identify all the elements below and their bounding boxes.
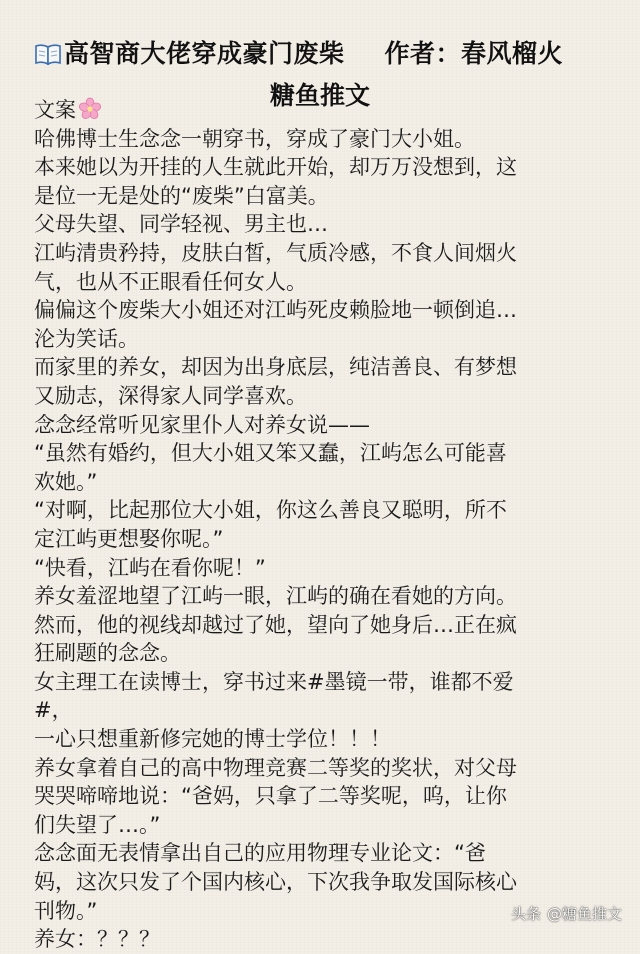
synopsis-line: 又励志，深得家人同学喜欢。 (34, 383, 307, 408)
synopsis-label-line (34, 96, 620, 125)
synopsis-line: 哭哭啼啼地说：“爸妈，只拿了二等奖呢，呜，让你 (34, 784, 507, 809)
synopsis-line: 刊物。” (34, 898, 98, 923)
watermark-platform: 头条 (510, 905, 541, 923)
synopsis-line: “对啊，比起那位大小姐，你这么善良又聪明，所不 (34, 498, 507, 523)
synopsis-label: 文案 (34, 98, 76, 122)
synopsis-line: 欢她。” (34, 469, 98, 494)
synopsis-line: 而家里的养女，却因为出身底层，纯洁善良、有梦想 (34, 355, 517, 380)
book-title: 高智商大佬穿成豪门废柴 (64, 39, 345, 68)
synopsis-line: 念念面无表情拿出自己的应用物理专业论文：“爸 (34, 841, 486, 866)
synopsis-line: “快看，江屿在看你呢！” (34, 555, 266, 580)
open-book-icon (34, 38, 62, 62)
synopsis-line: 沦为笑话。 (34, 326, 139, 351)
synopsis-line: 一心只想重新修完她的博士学位！！！ (34, 727, 391, 752)
synopsis-line: 狂刷题的念念。 (34, 641, 181, 666)
synopsis-line: 江屿清贵矜持，皮肤白皙，气质冷感，不食人间烟火 (34, 240, 517, 265)
synopsis-line: 们失望了…。” (34, 812, 161, 837)
header-title-line (34, 34, 624, 74)
synopsis-body (34, 96, 620, 954)
synopsis-line: 养女：？？？ (34, 927, 160, 952)
synopsis-line: 然而，他的视线却越过了她，望向了她身后…正在疯 (34, 612, 517, 637)
platform-watermark (511, 901, 622, 927)
synopsis-line: 气，也从不正眼看任何女人。 (34, 269, 307, 294)
synopsis-line: 哈佛博士生念念一朝穿书，穿成了豪门大小姐。 (34, 126, 475, 151)
watermark-account: @糖鱼推文 (546, 905, 622, 923)
synopsis-line: 定江屿更想娶你呢。” (34, 526, 224, 551)
synopsis-line: 养女羞涩地望了江屿一眼，江屿的确在看她的方向。 (34, 584, 517, 609)
book-author: 作者：春风榴火 (384, 39, 564, 68)
cherry-blossom-icon (78, 97, 102, 121)
synopsis-line: 父母失望、同学轻视、男主也… (34, 212, 328, 237)
synopsis-line: 念念经常听见家里仆人对养女说—— (34, 412, 370, 437)
synopsis-line: 妈，这次只发了个国内核心，下次我争取发国际核心 (34, 870, 517, 895)
synopsis-line: 本来她以为开挂的人生就此开始，却万万没想到，这 (34, 155, 517, 180)
synopsis-line: 是位一无是处的“废柴”白富美。 (34, 183, 329, 208)
synopsis-line: 偏偏这个废柴大小姐还对江屿死皮赖脸地一顿倒追… (34, 298, 517, 323)
blog-name-subtitle: 糖鱼推文 (269, 81, 370, 110)
synopsis-line: 养女拿着自己的高中物理竞赛二等奖的奖状，对父母 (34, 755, 517, 780)
synopsis-line: #， (34, 698, 73, 723)
synopsis-line: 女主理工在读博士，穿书过来#墨镜一带，谁都不爱 (34, 669, 514, 694)
synopsis-line: “虽然有婚约，但大小姐又笨又蠢，江屿怎么可能喜 (34, 441, 507, 466)
